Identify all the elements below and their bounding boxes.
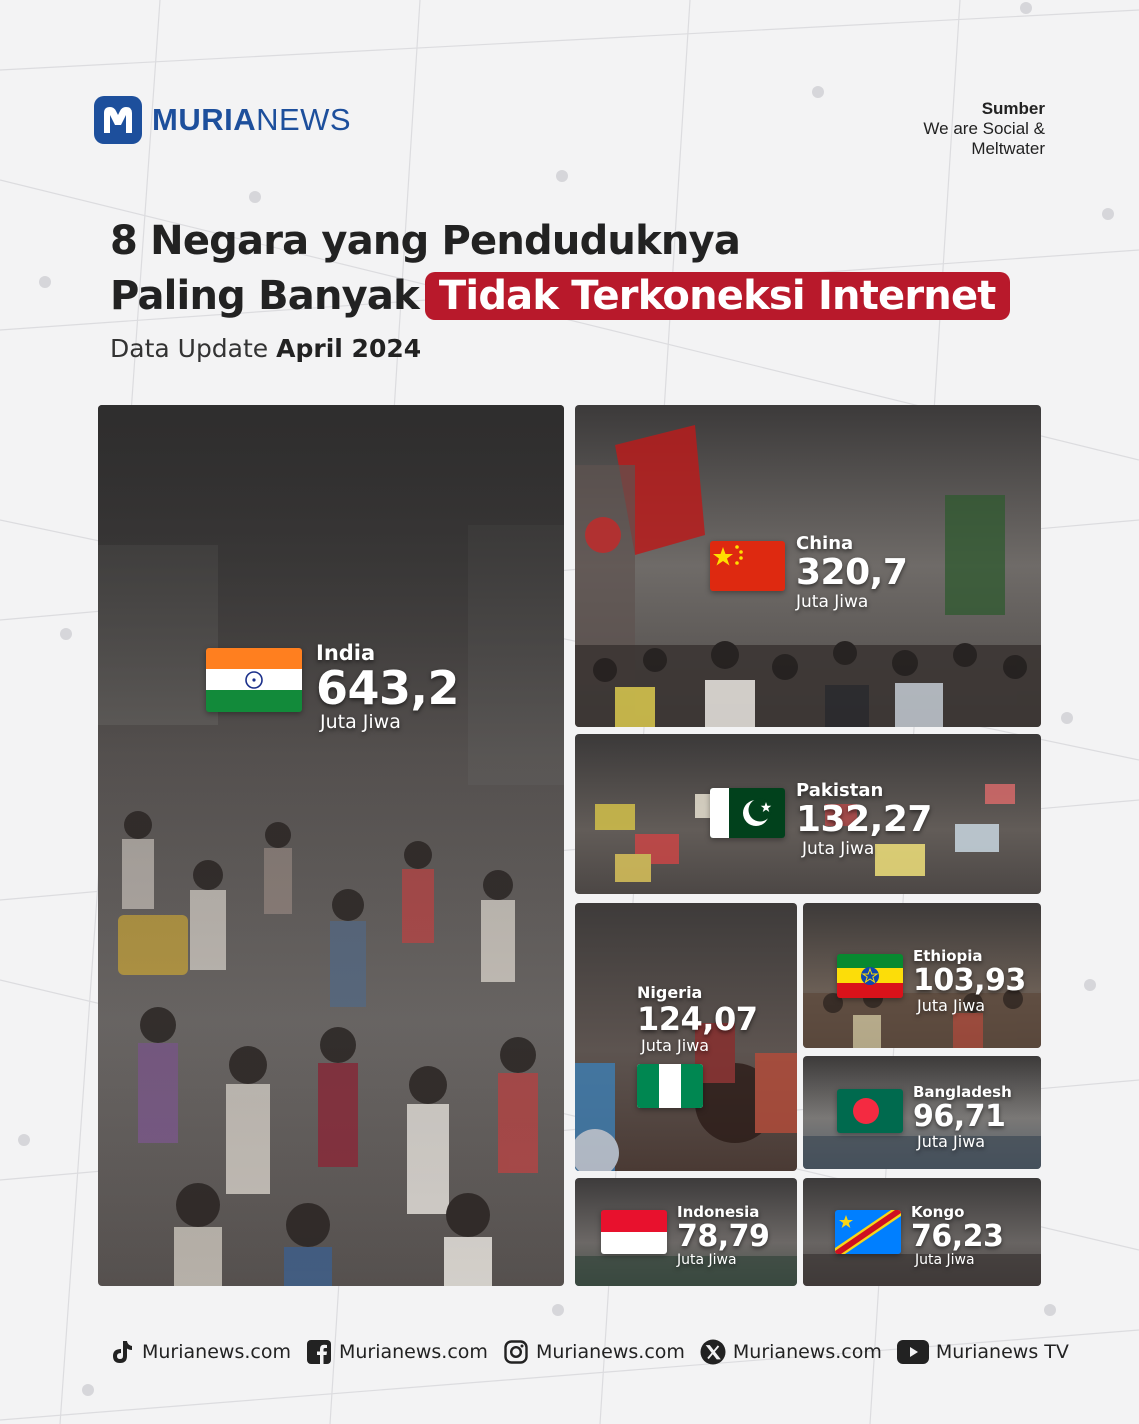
country-name: Pakistan bbox=[796, 780, 884, 801]
page-title bbox=[110, 214, 1010, 324]
country-value: 643,2 bbox=[316, 661, 460, 715]
page-subtitle bbox=[110, 334, 421, 363]
panel-indonesia bbox=[575, 1178, 797, 1286]
india-label bbox=[316, 641, 459, 733]
facebook-icon bbox=[305, 1338, 333, 1366]
source-text: We are Social & Meltwater bbox=[923, 119, 1045, 158]
country-unit: Juta Jiwa bbox=[320, 711, 401, 733]
country-name: China bbox=[796, 533, 854, 554]
country-value: 132,27 bbox=[796, 799, 932, 840]
tiktok-icon bbox=[108, 1338, 136, 1366]
country-unit: Juta Jiwa bbox=[915, 1252, 975, 1268]
country-unit: Juta Jiwa bbox=[677, 1252, 737, 1268]
china-label bbox=[796, 533, 907, 612]
instagram-icon bbox=[502, 1338, 530, 1366]
brand-name bbox=[152, 102, 351, 138]
china-flag bbox=[710, 541, 785, 591]
country-value: 78,79 bbox=[677, 1219, 770, 1254]
country-unit: Juta Jiwa bbox=[917, 1132, 986, 1151]
indonesia-flag bbox=[601, 1210, 667, 1254]
country-unit: Juta Jiwa bbox=[641, 1036, 710, 1055]
panel-ethiopia bbox=[803, 903, 1041, 1048]
congo-flag bbox=[835, 1210, 901, 1254]
footer-youtube-label: Murianews TV bbox=[935, 1341, 1069, 1363]
india-flag bbox=[206, 648, 302, 712]
title-highlight: Tidak Terkoneksi Internet bbox=[425, 272, 1010, 320]
country-name: Indonesia bbox=[677, 1203, 760, 1221]
country-value: 103,93 bbox=[913, 963, 1026, 998]
title-line-2-plain: Paling Banyak bbox=[110, 273, 419, 319]
country-name: Kongo bbox=[911, 1203, 965, 1221]
footer-youtube[interactable] bbox=[896, 1338, 1069, 1366]
subtitle-prefix: Data Update bbox=[110, 334, 269, 363]
country-name: Ethiopia bbox=[913, 947, 983, 965]
india-crowd-photo bbox=[98, 405, 564, 1286]
nigeria-flag bbox=[637, 1064, 703, 1108]
indonesia-label bbox=[677, 1203, 769, 1268]
congo-label bbox=[911, 1203, 1003, 1268]
logo-m-icon bbox=[94, 96, 142, 144]
footer-instagram-label: Murianews.com bbox=[535, 1341, 685, 1363]
footer-facebook-label: Murianews.com bbox=[338, 1341, 488, 1363]
footer-tiktok[interactable] bbox=[108, 1338, 291, 1366]
brand-name-bold: MURIA bbox=[152, 102, 257, 137]
bangladesh-flag bbox=[837, 1089, 903, 1133]
ethiopia-flag bbox=[837, 954, 903, 998]
country-name: Nigeria bbox=[637, 983, 703, 1002]
country-value: 124,07 bbox=[637, 1000, 758, 1038]
youtube-icon bbox=[896, 1338, 930, 1366]
country-name: India bbox=[316, 641, 376, 665]
subtitle-date: April 2024 bbox=[276, 334, 422, 363]
title-line-1: 8 Negara yang Penduduknya bbox=[110, 218, 741, 264]
bangladesh-label bbox=[913, 1083, 1012, 1151]
social-footer bbox=[108, 1338, 1083, 1366]
footer-x-label: Murianews.com bbox=[732, 1341, 882, 1363]
country-unit: Juta Jiwa bbox=[796, 592, 869, 612]
panel-china bbox=[575, 405, 1041, 727]
panel-bangladesh bbox=[803, 1056, 1041, 1169]
ethiopia-label bbox=[913, 947, 1026, 1015]
nigeria-label bbox=[637, 983, 757, 1055]
pakistan-flag bbox=[710, 788, 785, 838]
panel-nigeria bbox=[575, 903, 797, 1171]
source-credit bbox=[895, 99, 1045, 159]
x-icon bbox=[699, 1338, 727, 1366]
country-value: 76,23 bbox=[911, 1219, 1004, 1254]
footer-facebook[interactable] bbox=[305, 1338, 488, 1366]
footer-tiktok-label: Murianews.com bbox=[142, 1341, 291, 1363]
panel-india bbox=[98, 405, 564, 1286]
footer-x[interactable] bbox=[699, 1338, 882, 1366]
title-line-2 bbox=[110, 269, 1010, 324]
country-unit: Juta Jiwa bbox=[917, 996, 986, 1015]
source-label: Sumber bbox=[981, 99, 1045, 118]
brand-name-regular: NEWS bbox=[256, 102, 352, 137]
footer-instagram[interactable] bbox=[502, 1338, 685, 1366]
country-name: Bangladesh bbox=[913, 1083, 1012, 1101]
pakistan-label bbox=[796, 780, 932, 859]
panel-pakistan bbox=[575, 734, 1041, 894]
panel-congo bbox=[803, 1178, 1041, 1286]
country-unit: Juta Jiwa bbox=[802, 839, 875, 859]
country-value: 320,7 bbox=[796, 552, 908, 593]
brand-logo bbox=[94, 96, 351, 144]
country-value: 96,71 bbox=[913, 1099, 1006, 1134]
